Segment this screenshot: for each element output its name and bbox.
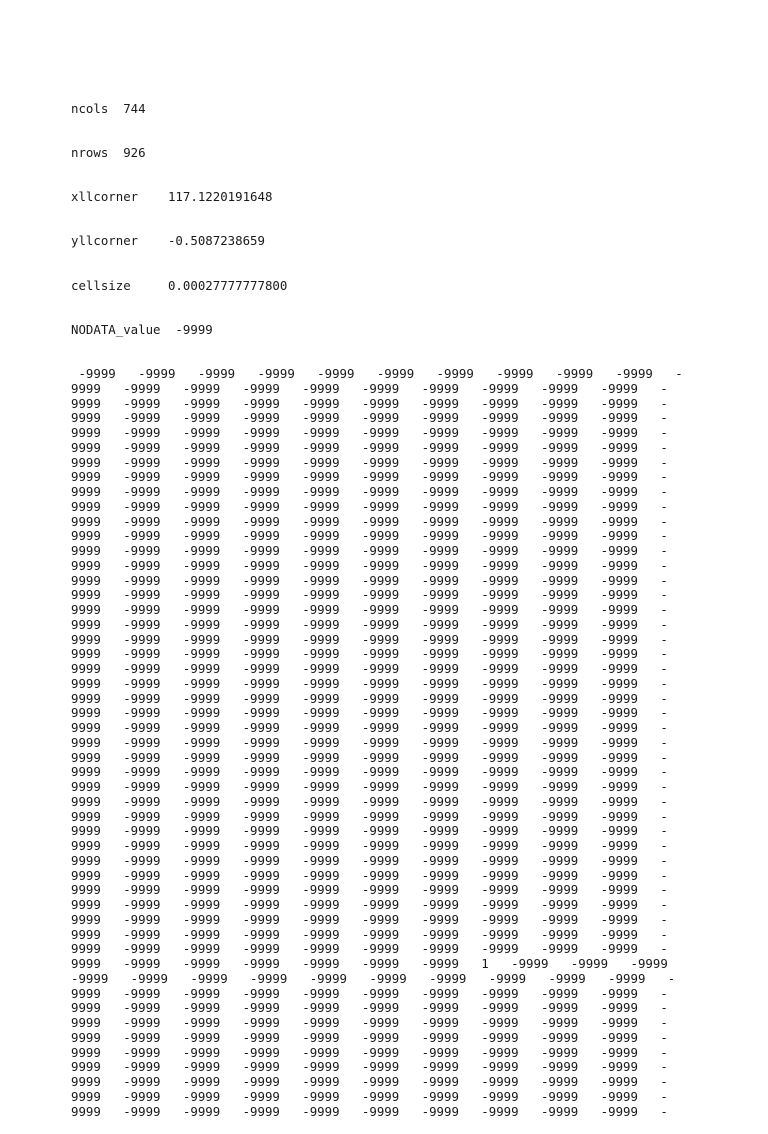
grid-data-line: 9999 -9999 -9999 -9999 -9999 -9999 -9999 -9999 -9999 -9999 - — [71, 926, 668, 942]
header-nodata-value: NODATA_value -9999 — [71, 321, 213, 337]
grid-data-line: 9999 -9999 -9999 -9999 -9999 -9999 -9999 -9999 -9999 -9999 - — [71, 1029, 668, 1045]
grid-data-line: 9999 -9999 -9999 -9999 -9999 -9999 -9999 -9999 -9999 -9999 - — [71, 557, 668, 573]
grid-data-line: 9999 -9999 -9999 -9999 -9999 -9999 -9999 -9999 -9999 -9999 - — [71, 705, 668, 721]
grid-data-line: 9999 -9999 -9999 -9999 -9999 -9999 -9999 -9999 -9999 -9999 - — [71, 410, 668, 426]
ascii-grid-document — [71, 72, 751, 1134]
header-xllcorner: xllcorner 117.1220191648 — [71, 189, 273, 204]
grid-data-line: 9999 -9999 -9999 -9999 -9999 -9999 -9999 -9999 -9999 -9999 - — [71, 543, 668, 558]
grid-data-line: 9999 -9999 -9999 -9999 -9999 -9999 -9999 -9999 -9999 -9999 - — [71, 616, 668, 632]
grid-data-line: 9999 -9999 -9999 -9999 -9999 -9999 -9999 -9999 -9999 -9999 - — [71, 823, 668, 839]
grid-data-line: 9999 -9999 -9999 -9999 -9999 -9999 -9999 -9999 -9999 -9999 - — [71, 720, 668, 735]
grid-data-line: 9999 -9999 -9999 -9999 -9999 -9999 -9999 -9999 -9999 -9999 - — [71, 498, 668, 514]
grid-data-line: 9999 -9999 -9999 -9999 -9999 -9999 -9999 1 -9999 -9999 -9999 — [71, 956, 668, 971]
grid-data-line: 9999 -9999 -9999 -9999 -9999 -9999 -9999 -9999 -9999 -9999 - — [71, 882, 668, 898]
grid-data-line: 9999 -9999 -9999 -9999 -9999 -9999 -9999 -9999 -9999 -9999 - — [71, 484, 668, 499]
grid-data-line: 9999 -9999 -9999 -9999 -9999 -9999 -9999 -9999 -9999 -9999 - — [71, 439, 668, 455]
grid-data-line: 9999 -9999 -9999 -9999 -9999 -9999 -9999 -9999 -9999 -9999 - — [71, 602, 668, 617]
grid-data-line: 9999 -9999 -9999 -9999 -9999 -9999 -9999 -9999 -9999 -9999 - — [71, 793, 668, 809]
header-yllcorner: yllcorner -0.5087238659 — [71, 233, 265, 249]
grid-data-line: 9999 -9999 -9999 -9999 -9999 -9999 -9999 -9999 -9999 -9999 - — [71, 1000, 668, 1016]
grid-data-line: 9999 -9999 -9999 -9999 -9999 -9999 -9999 -9999 -9999 -9999 - — [71, 941, 668, 957]
grid-data-line: 9999 -9999 -9999 -9999 -9999 -9999 -9999 -9999 -9999 -9999 - — [71, 661, 668, 676]
grid-data-line: 9999 -9999 -9999 -9999 -9999 -9999 -9999 -9999 -9999 -9999 - — [71, 646, 668, 662]
grid-data-line: 9999 -9999 -9999 -9999 -9999 -9999 -9999 -9999 -9999 -9999 - — [71, 911, 668, 927]
grid-data-line: 9999 -9999 -9999 -9999 -9999 -9999 -9999 -9999 -9999 -9999 - — [71, 380, 668, 396]
grid-data-line: 9999 -9999 -9999 -9999 -9999 -9999 -9999 -9999 -9999 -9999 - — [71, 1088, 668, 1104]
header-nrows: nrows 926 — [71, 144, 146, 160]
grid-data-line: -9999 -9999 -9999 -9999 -9999 -9999 -9999 -9999 -9999 -9999 - — [71, 970, 676, 986]
grid-data-line: 9999 -9999 -9999 -9999 -9999 -9999 -9999 -9999 -9999 -9999 - — [71, 897, 668, 912]
grid-data-line: 9999 -9999 -9999 -9999 -9999 -9999 -9999 -9999 -9999 -9999 - — [71, 454, 668, 470]
grid-data-line: 9999 -9999 -9999 -9999 -9999 -9999 -9999 -9999 -9999 -9999 - — [71, 572, 668, 588]
grid-data-line: 9999 -9999 -9999 -9999 -9999 -9999 -9999 -9999 -9999 -9999 - — [71, 764, 668, 780]
grid-data-line: 9999 -9999 -9999 -9999 -9999 -9999 -9999 -9999 -9999 -9999 - — [71, 1015, 668, 1030]
grid-data-line: 9999 -9999 -9999 -9999 -9999 -9999 -9999 -9999 -9999 -9999 - — [71, 985, 668, 1001]
grid-data-line: 9999 -9999 -9999 -9999 -9999 -9999 -9999 -9999 -9999 -9999 - — [71, 513, 668, 529]
grid-data-line: 9999 -9999 -9999 -9999 -9999 -9999 -9999 -9999 -9999 -9999 - — [71, 749, 668, 765]
grid-data-line: 9999 -9999 -9999 -9999 -9999 -9999 -9999 -9999 -9999 -9999 - — [71, 587, 668, 603]
grid-data-line: 9999 -9999 -9999 -9999 -9999 -9999 -9999 -9999 -9999 -9999 - — [71, 1074, 668, 1089]
grid-data-line: 9999 -9999 -9999 -9999 -9999 -9999 -9999 -9999 -9999 -9999 - — [71, 469, 668, 485]
grid-data-line: 9999 -9999 -9999 -9999 -9999 -9999 -9999 -9999 -9999 -9999 - — [71, 1044, 668, 1060]
grid-data-line: 9999 -9999 -9999 -9999 -9999 -9999 -9999 -9999 -9999 -9999 - — [71, 852, 668, 868]
grid-data-rows — [71, 367, 751, 1119]
grid-data-line: 9999 -9999 -9999 -9999 -9999 -9999 -9999 -9999 -9999 -9999 - — [71, 690, 668, 706]
grid-data-line: -9999 -9999 -9999 -9999 -9999 -9999 -9999 -9999 -9999 -9999 - — [71, 366, 683, 381]
header-cellsize: cellsize 0.00027777777800 — [71, 277, 288, 293]
grid-data-line: 9999 -9999 -9999 -9999 -9999 -9999 -9999 -9999 -9999 -9999 - — [71, 779, 668, 794]
grid-data-line: 9999 -9999 -9999 -9999 -9999 -9999 -9999 -9999 -9999 -9999 - — [71, 838, 668, 853]
grid-data-line: 9999 -9999 -9999 -9999 -9999 -9999 -9999 -9999 -9999 -9999 - — [71, 1059, 668, 1075]
grid-data-line: 9999 -9999 -9999 -9999 -9999 -9999 -9999 -9999 -9999 -9999 - — [71, 675, 668, 691]
grid-data-line: 9999 -9999 -9999 -9999 -9999 -9999 -9999 -9999 -9999 -9999 - — [71, 867, 668, 883]
header-ncols: ncols 744 — [71, 100, 146, 116]
grid-data-line: 9999 -9999 -9999 -9999 -9999 -9999 -9999 -9999 -9999 -9999 - — [71, 1103, 668, 1119]
grid-data-line: 9999 -9999 -9999 -9999 -9999 -9999 -9999 -9999 -9999 -9999 - — [71, 425, 668, 440]
grid-data-line: 9999 -9999 -9999 -9999 -9999 -9999 -9999 -9999 -9999 -9999 - — [71, 528, 668, 544]
grid-data-line: 9999 -9999 -9999 -9999 -9999 -9999 -9999 -9999 -9999 -9999 - — [71, 395, 668, 411]
grid-data-line: 9999 -9999 -9999 -9999 -9999 -9999 -9999 -9999 -9999 -9999 - — [71, 631, 668, 647]
grid-data-line: 9999 -9999 -9999 -9999 -9999 -9999 -9999 -9999 -9999 -9999 - — [71, 808, 668, 824]
grid-data-line: 9999 -9999 -9999 -9999 -9999 -9999 -9999 -9999 -9999 -9999 - — [71, 734, 668, 750]
